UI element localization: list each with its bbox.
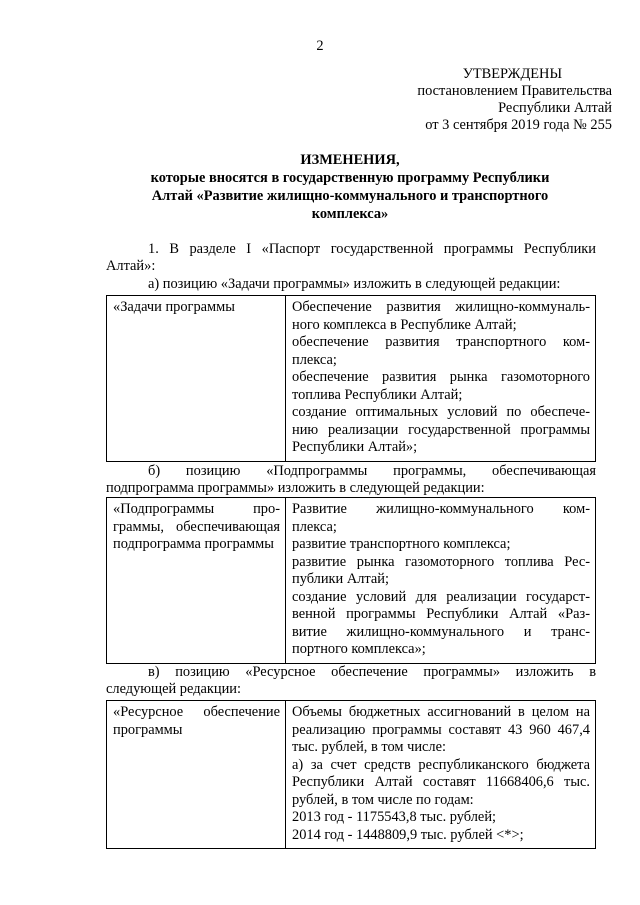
resources-line: тыс. рублей, в том числе: (292, 739, 446, 755)
resources-label-line: программы (113, 721, 183, 738)
resources-line: Республики Алтай составят 11668406,6 тыс. (292, 774, 590, 790)
title-line-3: Алтай «Развитие жилищно-коммунального и транспортного (151, 188, 549, 204)
tasks-line: обеспечение развития транспортного ком- (292, 334, 590, 350)
resources-line: 2014 год - 1448809,9 тыс. рублей <*>; (292, 826, 524, 843)
subprograms-line: создание условий для реализации государст- (292, 588, 590, 605)
table-subprograms (106, 497, 596, 664)
table-tasks-value (286, 296, 596, 462)
item-1-line-2: Алтай»: (106, 258, 156, 274)
subitem-v-line-1: в) позицию «Ресурсное обеспечение программы» изложить в (148, 664, 596, 680)
subitem-b (106, 463, 596, 497)
approval-line-1: постановлением Правительства (417, 83, 612, 99)
resources-label-line: «Ресурсное обеспечение (113, 704, 280, 720)
resources-line: 2013 год - 1175543,8 тыс. рублей; (292, 809, 497, 825)
table-subprograms-label (107, 498, 286, 664)
subprograms-line: венной программы Республики Алтай «Раз- (292, 606, 590, 622)
tasks-line: топлива Республики Алтай; (292, 386, 463, 403)
resources-line: рублей, в том числе по годам: (292, 791, 474, 808)
resources-line: Объемы бюджетных ассигнований в целом на (292, 704, 590, 720)
subprograms-line: публики Алтай; (292, 571, 389, 587)
table-resources-label (107, 701, 286, 849)
subprograms-line: плекса; (292, 518, 337, 535)
table-tasks (106, 295, 596, 462)
subprograms-label-line: «Подпрограммы про- (113, 501, 280, 517)
title-line-1: ИЗМЕНЕНИЯ, (300, 152, 400, 168)
table-tasks-label: «Задачи программы (107, 296, 286, 462)
resources-line: реализацию программы составят 43 960 467,4 (292, 721, 590, 738)
item-1-line-1: 1. В разделе I «Паспорт государственной программы Республики (148, 241, 596, 257)
subitem-b-line-1: б) позицию «Подпрограммы программы, обеспечивающая (148, 463, 596, 479)
subprograms-line: развитие рынка газомоторного топлива Рес- (292, 553, 590, 570)
subitem-b-line-2: подпрограмма программы» изложить в следующей редакции: (106, 480, 485, 496)
table-resources-value (286, 701, 596, 849)
tasks-line: обеспечение развития рынка газомоторного (292, 369, 590, 385)
approval-line-3: от 3 сентября 2019 года № 255 (425, 117, 612, 133)
tasks-line: ного комплекса в Республике Алтай; (292, 316, 517, 333)
table-subprograms-value (286, 498, 596, 664)
tasks-line: Республики Алтай»; (292, 439, 418, 455)
tasks-line: создание оптимальных условий по обеспече- (292, 404, 590, 420)
approval-line-2: Республики Алтай (498, 100, 612, 116)
tasks-line: Обеспечение развития жилищно-коммуналь- (292, 299, 590, 315)
subitem-v-line-2: следующей редакции: (106, 681, 241, 697)
subitem-a: а) позицию «Задачи программы» изложить в следующей редакции: (148, 276, 561, 292)
approval-heading: УТВЕРЖДЕНЫ (462, 66, 562, 82)
title-line-2: которые вносятся в государственную программу Республики (150, 170, 550, 186)
subprograms-label-line: подпрограмма программы (113, 536, 274, 552)
tasks-line: нию реализации государственной программы (292, 421, 590, 438)
subprograms-line: портного комплекса»; (292, 641, 426, 657)
subprograms-line: Развитие жилищно-коммунального ком- (292, 501, 590, 517)
item-1 (106, 241, 596, 275)
subprograms-label-line: граммы, обеспечивающая (113, 518, 280, 535)
document-title (100, 151, 600, 223)
subitem-v (106, 664, 596, 698)
subprograms-line: витие жилищно-коммунального и транс- (292, 623, 590, 640)
table-resources (106, 700, 596, 849)
page-number: 2 (316, 38, 324, 54)
approval-block (380, 66, 612, 134)
tasks-line: плекса; (292, 351, 337, 368)
subprograms-line: развитие транспортного комплекса; (292, 536, 511, 552)
title-line-4: комплекса» (311, 206, 389, 222)
resources-line: а) за счет средств республиканского бюджета (292, 756, 590, 773)
